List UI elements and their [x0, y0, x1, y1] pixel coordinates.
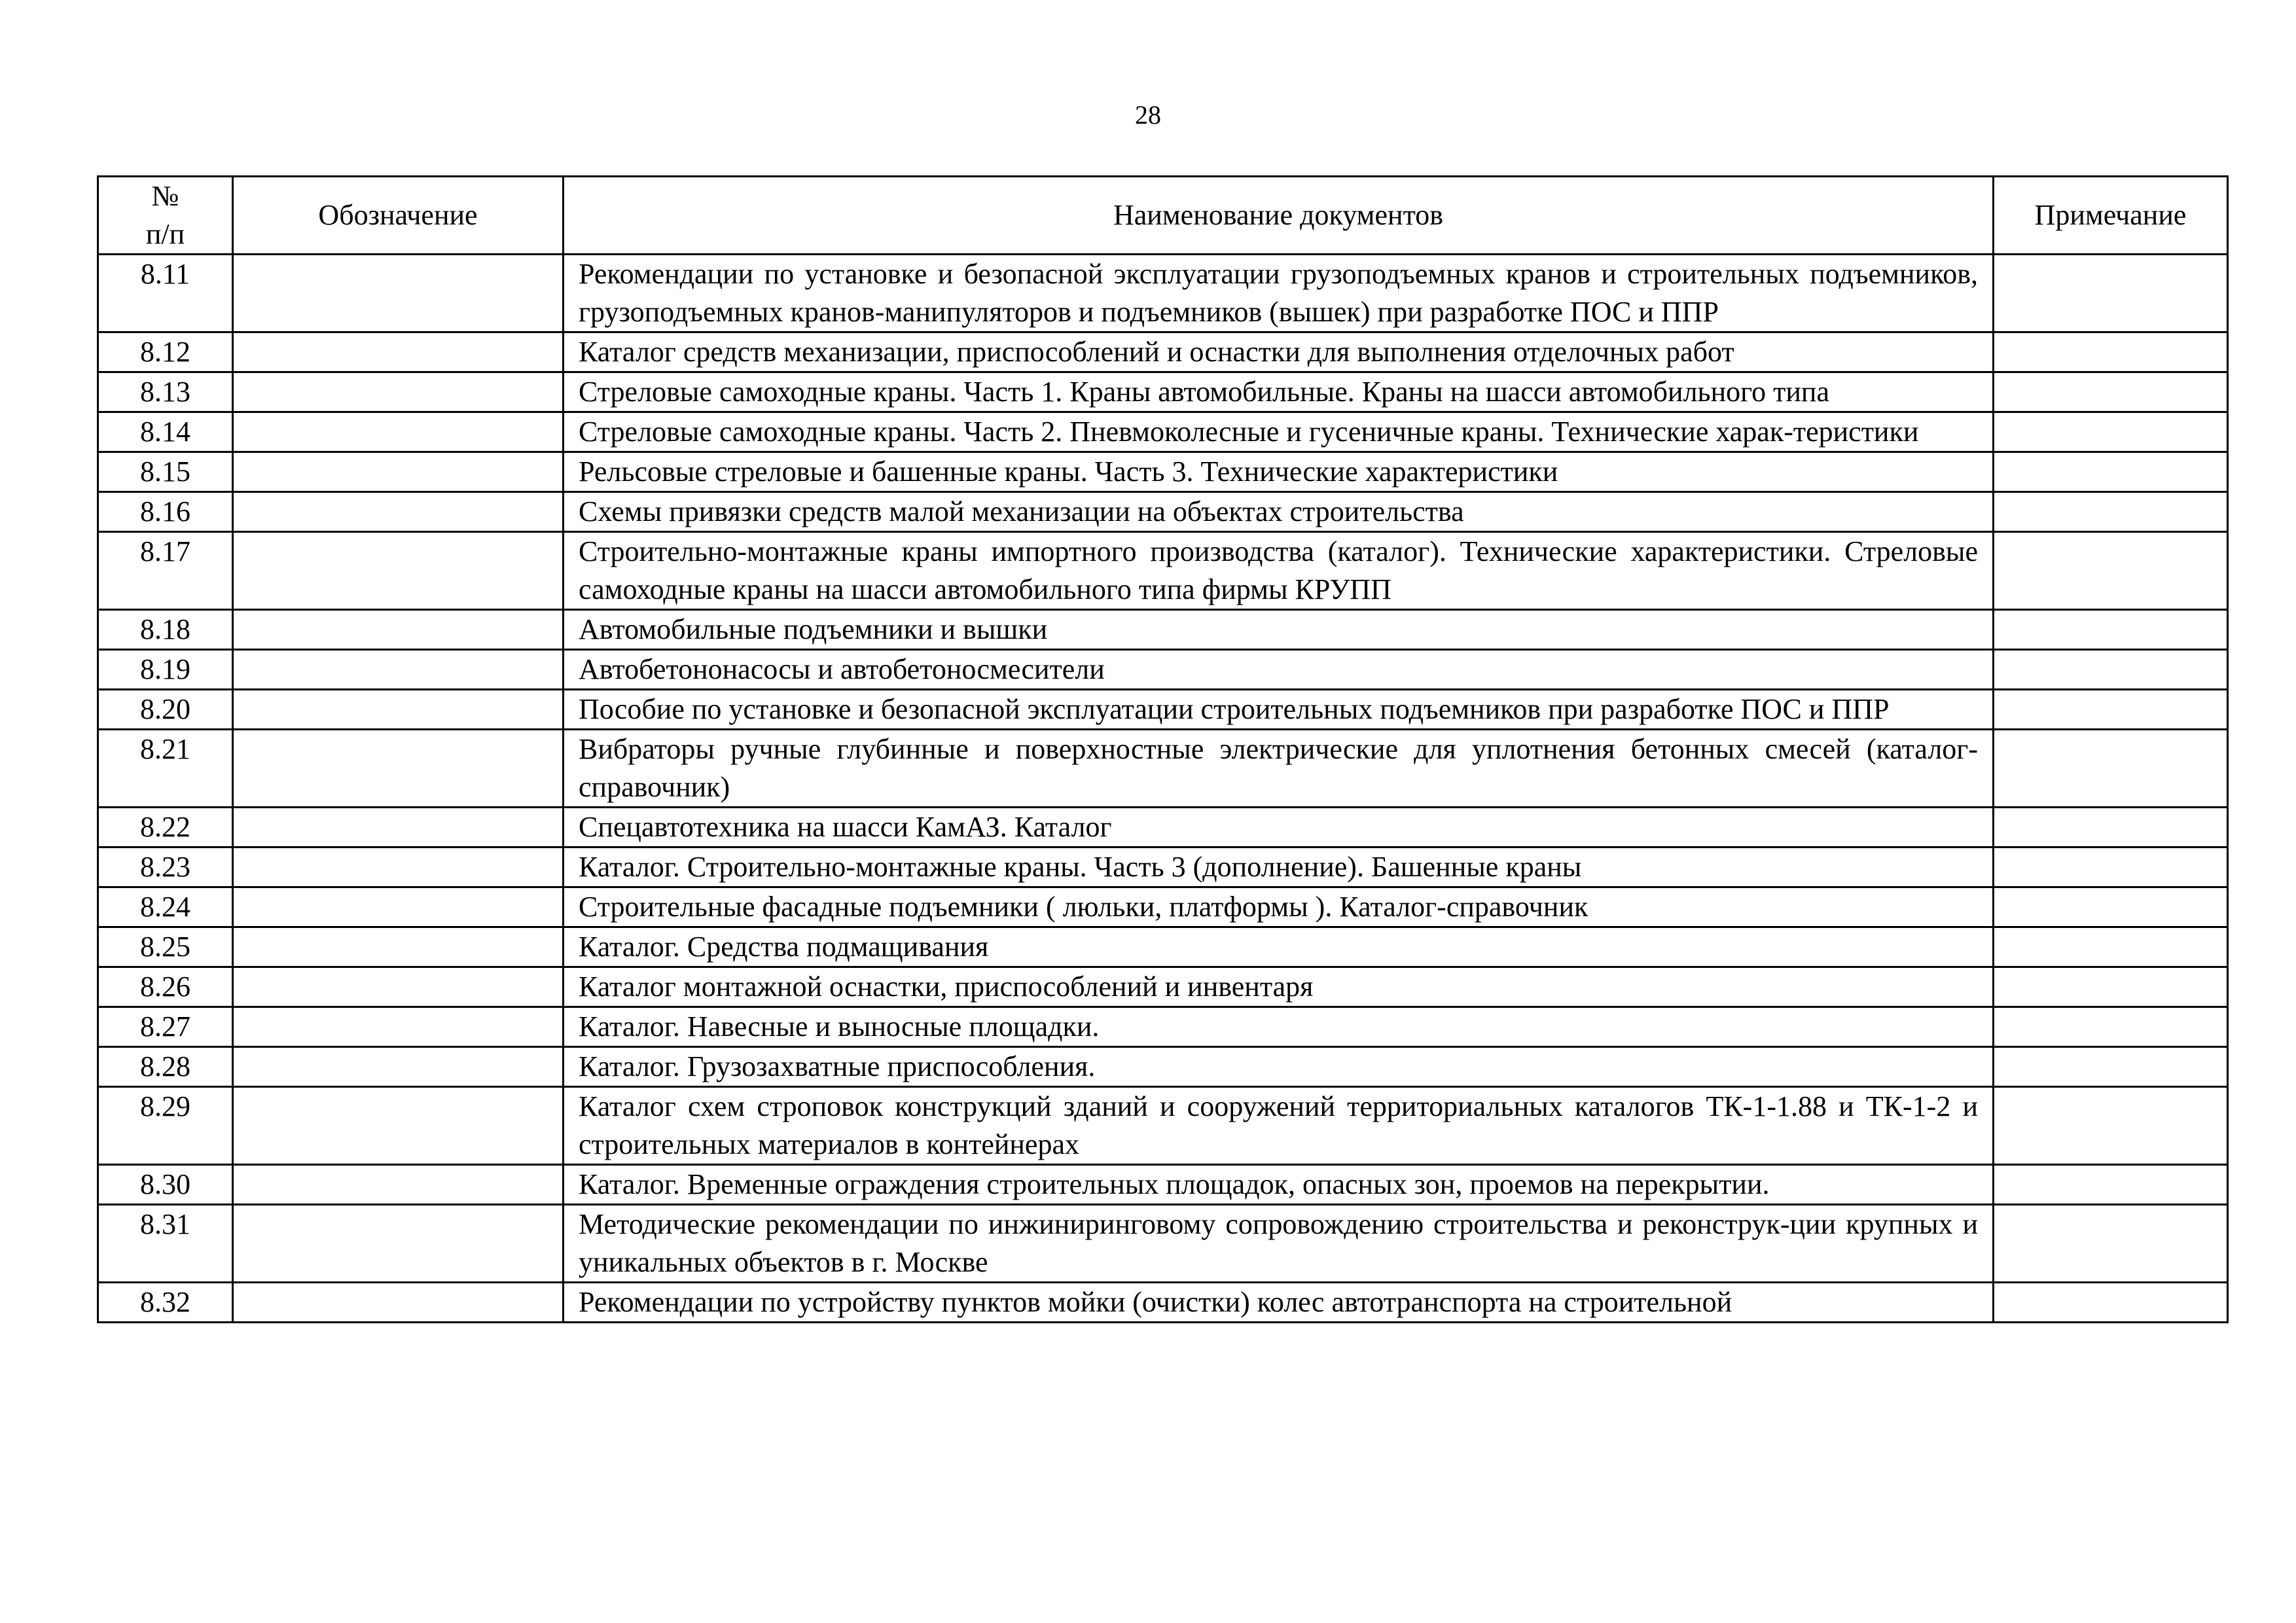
row-number: 8.24: [98, 887, 233, 927]
row-code: [233, 452, 564, 492]
row-document-name: Каталог. Временные ограждения строительных площадок, опасных зон, проемов на перекрытии.: [564, 1165, 1994, 1205]
row-number: 8.27: [98, 1007, 233, 1047]
table-row: [98, 1007, 2228, 1047]
table-row: [98, 1205, 2228, 1283]
row-note: [1994, 1087, 2228, 1165]
row-document-name: Рекомендации по устройству пунктов мойки (очистки) колес автотранспорта на строительной: [564, 1283, 1994, 1323]
row-code: [233, 1205, 564, 1283]
row-number: 8.29: [98, 1087, 233, 1165]
table-row: [98, 1087, 2228, 1165]
row-document-name: Спецавтотехника на шасси КамАЗ. Каталог: [564, 808, 1994, 847]
row-note: [1994, 967, 2228, 1007]
table-row: [98, 690, 2228, 730]
row-code: [233, 610, 564, 650]
row-note: [1994, 610, 2228, 650]
table-row: [98, 1047, 2228, 1087]
row-note: [1994, 847, 2228, 887]
row-note: [1994, 255, 2228, 332]
header-note: Примечание: [1994, 177, 2228, 255]
row-note: [1994, 1283, 2228, 1323]
row-number: 8.31: [98, 1205, 233, 1283]
row-number: 8.21: [98, 730, 233, 808]
row-document-name: Каталог схем строповок конструкций зданий и сооружений территориальных каталогов ТК-1-1.88 и ТК-1-2 и строительных материалов в контейнерах: [564, 1087, 1994, 1165]
row-number: 8.11: [98, 255, 233, 332]
row-document-name: Каталог средств механизации, приспособлений и оснастки для выполнения отделочных работ: [564, 332, 1994, 372]
row-document-name: Схемы привязки средств малой механизации на объектах строительства: [564, 492, 1994, 532]
row-code: [233, 650, 564, 690]
row-number: 8.20: [98, 690, 233, 730]
table-row: [98, 372, 2228, 412]
row-number: 8.14: [98, 412, 233, 452]
page-number: 28: [1135, 100, 1161, 130]
row-code: [233, 332, 564, 372]
row-number: 8.23: [98, 847, 233, 887]
row-code: [233, 1087, 564, 1165]
row-code: [233, 887, 564, 927]
row-code: [233, 255, 564, 332]
header-num-line1: №: [151, 180, 179, 212]
row-number: 8.16: [98, 492, 233, 532]
row-number: 8.25: [98, 927, 233, 967]
row-document-name: Автобетононасосы и автобетоносмесители: [564, 650, 1994, 690]
row-number: 8.28: [98, 1047, 233, 1087]
row-document-name: Каталог. Строительно-монтажные краны. Часть 3 (дополнение). Башенные краны: [564, 847, 1994, 887]
row-document-name: Каталог. Средства подмащивания: [564, 927, 1994, 967]
row-code: [233, 927, 564, 967]
header-num: [98, 177, 233, 255]
row-code: [233, 1047, 564, 1087]
row-note: [1994, 452, 2228, 492]
row-note: [1994, 927, 2228, 967]
row-code: [233, 967, 564, 1007]
table-row: [98, 610, 2228, 650]
row-document-name: Рекомендации по установке и безопасной эксплуатации грузоподъемных кранов и строительных подъемников, грузоподъемных кранов-манипуляторов и подъемников (вышек) при разработке ПОС и ППР: [564, 255, 1994, 332]
header-name: Наименование документов: [564, 177, 1994, 255]
row-code: [233, 532, 564, 610]
row-note: [1994, 532, 2228, 610]
row-document-name: Вибраторы ручные глубинные и поверхностные электрические для уплотнения бетонных смесей (каталог-справочник): [564, 730, 1994, 808]
row-number: 8.30: [98, 1165, 233, 1205]
row-code: [233, 690, 564, 730]
row-number: 8.18: [98, 610, 233, 650]
table-body: [98, 255, 2228, 1323]
table-row: [98, 492, 2228, 532]
table-row: [98, 412, 2228, 452]
row-document-name: Стреловые самоходные краны. Часть 1. Краны автомобильные. Краны на шасси автомобильного типа: [564, 372, 1994, 412]
row-note: [1994, 730, 2228, 808]
row-document-name: Стреловые самоходные краны. Часть 2. Пневмоколесные и гусеничные краны. Технические харак-теристики: [564, 412, 1994, 452]
table-row: [98, 967, 2228, 1007]
row-code: [233, 492, 564, 532]
table-row: [98, 847, 2228, 887]
row-document-name: Каталог. Навесные и выносные площадки.: [564, 1007, 1994, 1047]
row-document-name: Автомобильные подъемники и вышки: [564, 610, 1994, 650]
row-note: [1994, 1007, 2228, 1047]
table-row: [98, 255, 2228, 332]
row-code: [233, 1165, 564, 1205]
row-note: [1994, 1047, 2228, 1087]
row-number: 8.15: [98, 452, 233, 492]
table-row: [98, 650, 2228, 690]
row-note: [1994, 1205, 2228, 1283]
header-num-line2: п/п: [145, 218, 185, 250]
row-code: [233, 847, 564, 887]
table-row: [98, 452, 2228, 492]
row-document-name: Методические рекомендации по инжиниринговому сопровождению строительства и реконструк-ции крупных и уникальных объектов в г. Москве: [564, 1205, 1994, 1283]
row-note: [1994, 1165, 2228, 1205]
table-row: [98, 332, 2228, 372]
table-row: [98, 927, 2228, 967]
table-row: [98, 1283, 2228, 1323]
row-code: [233, 730, 564, 808]
row-document-name: Каталог. Грузозахватные приспособления.: [564, 1047, 1994, 1087]
row-document-name: Пособие по установке и безопасной эксплуатации строительных подъемников при разработке ПОС и ППР: [564, 690, 1994, 730]
table-row: [98, 1165, 2228, 1205]
row-code: [233, 372, 564, 412]
row-number: 8.13: [98, 372, 233, 412]
table-row: [98, 532, 2228, 610]
row-document-name: Каталог монтажной оснастки, приспособлений и инвентаря: [564, 967, 1994, 1007]
row-document-name: Строительно-монтажные краны импортного производства (каталог). Технические характеристики. Стреловые самоходные краны на шасси автомобильного типа фирмы КРУПП: [564, 532, 1994, 610]
table-row: [98, 808, 2228, 847]
row-code: [233, 412, 564, 452]
table-header-row: [98, 177, 2228, 255]
row-number: 8.32: [98, 1283, 233, 1323]
row-note: [1994, 372, 2228, 412]
row-note: [1994, 492, 2228, 532]
row-code: [233, 1007, 564, 1047]
row-note: [1994, 808, 2228, 847]
row-number: 8.12: [98, 332, 233, 372]
row-number: 8.17: [98, 532, 233, 610]
documents-table: [97, 175, 2229, 1323]
row-document-name: Строительные фасадные подъемники ( люльки, платформы ). Каталог-справочник: [564, 887, 1994, 927]
row-note: [1994, 332, 2228, 372]
row-number: 8.22: [98, 808, 233, 847]
header-code: Обозначение: [233, 177, 564, 255]
row-number: 8.19: [98, 650, 233, 690]
row-note: [1994, 412, 2228, 452]
row-note: [1994, 690, 2228, 730]
row-number: 8.26: [98, 967, 233, 1007]
row-document-name: Рельсовые стреловые и башенные краны. Часть 3. Технические характеристики: [564, 452, 1994, 492]
row-note: [1994, 650, 2228, 690]
row-code: [233, 808, 564, 847]
row-code: [233, 1283, 564, 1323]
table-row: [98, 730, 2228, 808]
row-note: [1994, 887, 2228, 927]
table-row: [98, 887, 2228, 927]
